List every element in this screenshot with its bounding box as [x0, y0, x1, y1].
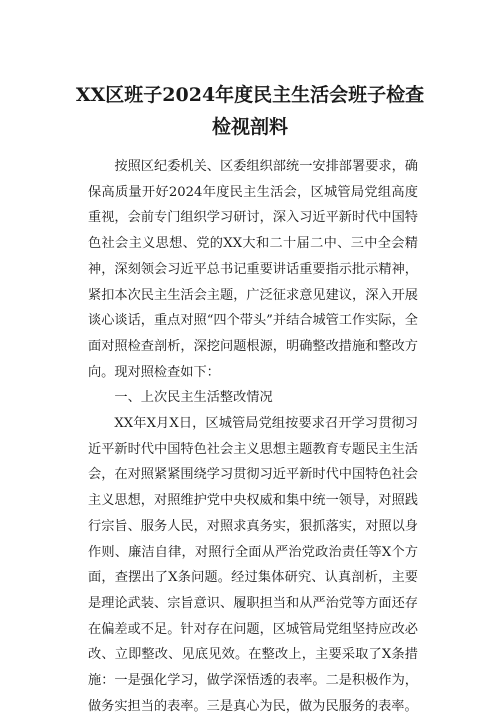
section-paragraph: XX年X月X日，区城管局党组按要求召开学习贯彻习近平新时代中国特色社会主义思想主题教育专题民主生活会，在对照紧紧围绕学习贯彻习近平新时代中国特色社会主义思想，对照维护党中央权威和集中统一领导，对照践行宗旨、服务人民，对照求真务实，狠抓落实，对照以身作则、廉洁自律，对照行全面从严治党政治责任等X个方面，查摆出了X条问题。经过集体研究、认真剖析，主要是理论武装、宗旨意识、履职担当和从严治党等方面还存在偏差或不足。针对存在问题，区城管局党组坚持应改必改、立即整改、见底见效。在整改上，主要采取了X条措施：一是强化学习，做学深悟透的表率。二是积极作为，做务实担当的表率。三是真心为民，做为民服务的表率。	[88, 416, 418, 714]
section-heading: 一、上次民主生活整改情况	[114, 390, 273, 406]
intro-paragraph: 按照区纪委机关、区委组织部统一安排部署要求，确保高质量开好2024年度民主生活会，区城管局党组高度重视，会前专门组织学习研讨，深入习近平新时代中国特色社会主义思想、党的XX大和二十届二中、三中全会精神，深刻领会习近平总书记重要讲话重要指示批示精神，紧扣本次民主生活会主题，广泛征求意见建议，深入开展谈心谈话，重点对照“四个带头”并结合城管工作实际，全面对照检查剖析，深挖问题根源，明确整改措施和整改方向。现对照检查如下：	[88, 159, 418, 380]
document-body	[88, 154, 418, 719]
document-title: XX区班子2024年度民主生活会班子检查检视剖料	[75, 83, 425, 138]
